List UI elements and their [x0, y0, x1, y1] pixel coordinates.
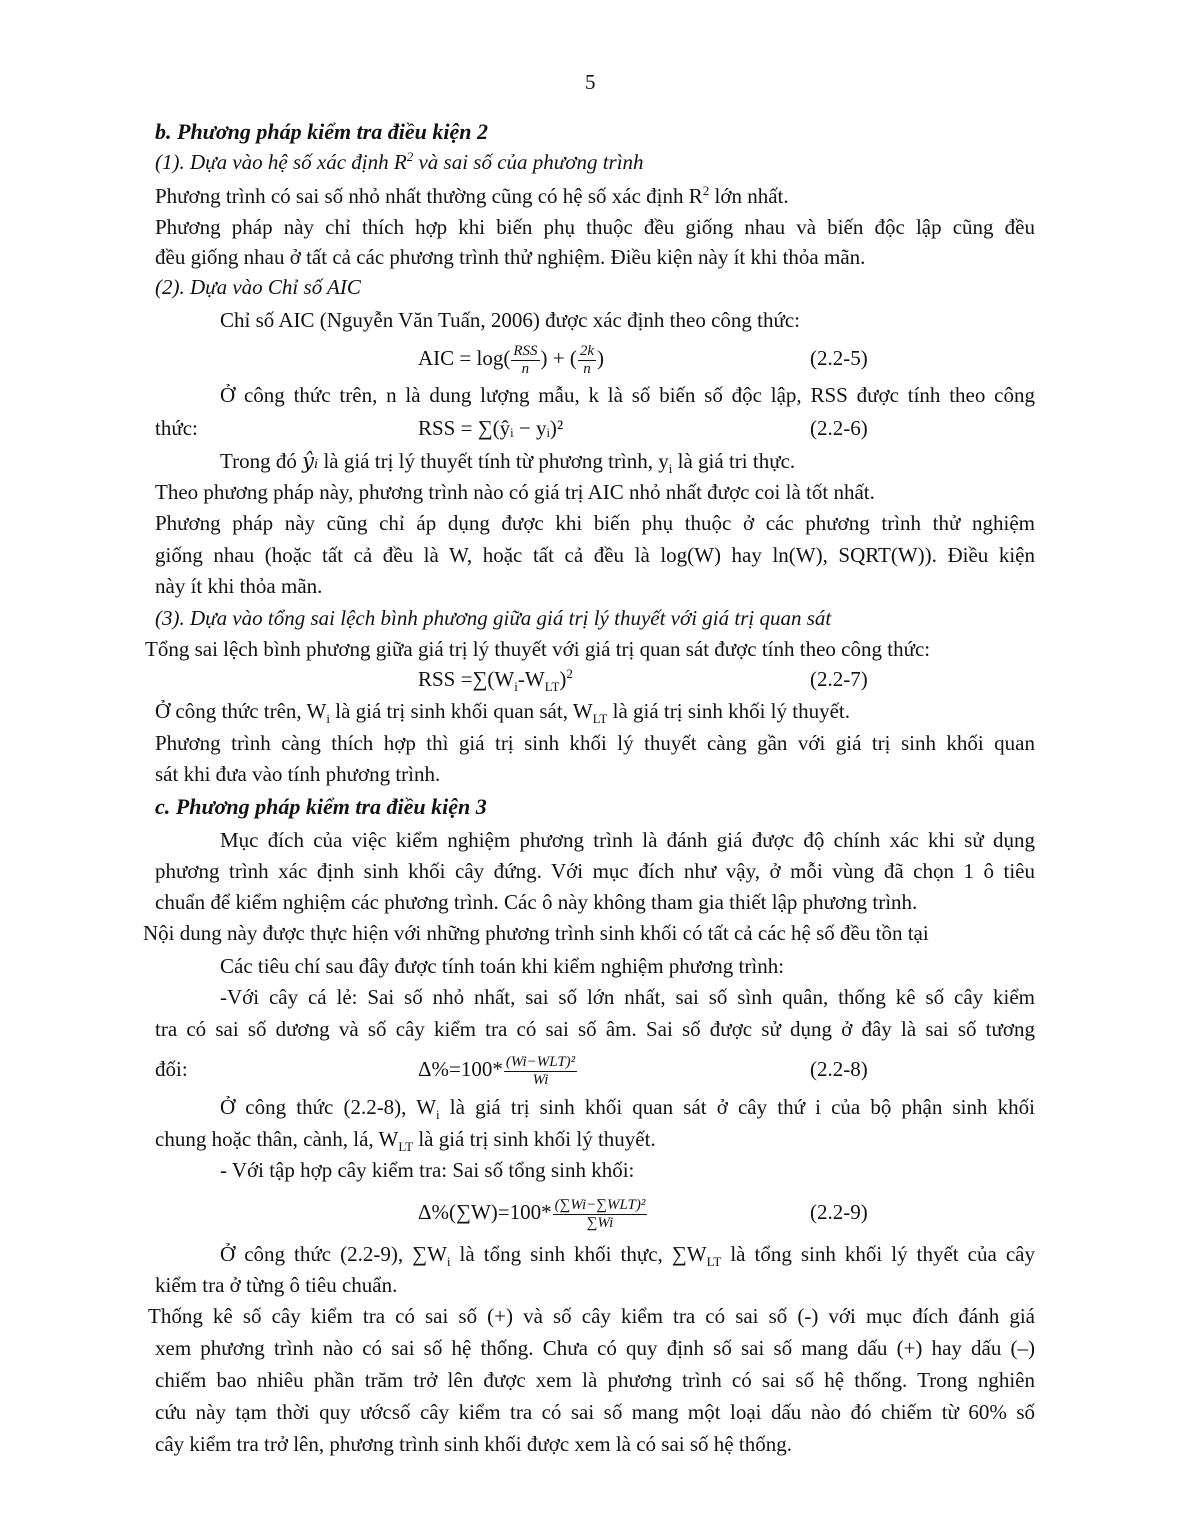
eq-text: ): [597, 346, 605, 370]
equation-number: (2.2-5): [810, 346, 868, 370]
fraction: [511, 343, 539, 378]
subscript: i: [436, 1107, 440, 1123]
subscript: LT: [706, 1254, 722, 1270]
section-c-heading: c. Phương pháp kiểm tra điều kiện 3: [155, 794, 487, 819]
paragraph: [220, 447, 795, 475]
text-span: Ở công thức (2.2-8), W: [220, 1095, 437, 1119]
equation-2-2-5: [418, 338, 604, 378]
eq-text: ): [559, 667, 567, 691]
paragraph-line: Phương pháp này chỉ thích hợp khi biến phụ thuộc đều giống nhau và biến độc lập cũng đều: [155, 215, 1035, 239]
numerator: (Wi−WLT)²: [505, 1053, 576, 1070]
paragraph-line: này ít khi thỏa mãn.: [155, 574, 323, 598]
eq-text: ) + (: [540, 346, 577, 370]
text-span: Ở công thức trên, W: [155, 699, 327, 723]
text-span: là tổng sinh khối thực, ∑W: [450, 1242, 707, 1266]
superscript: 2: [406, 149, 414, 164]
subscript: i: [514, 679, 518, 695]
text-span: là giá trị sinh khối quan sát, W: [330, 699, 593, 723]
paragraph-line: Ở công thức trên, n là dung lượng mẫu, k là số biến số độc lập, RSS được tính theo công: [220, 383, 1035, 407]
section-b-heading: b. Phương pháp kiểm tra điều kiện 2: [155, 119, 489, 144]
paragraph-line: cứu này tạm thời quy ướcsố cây kiểm tra có sai số mang một loại dấu nào đó chiếm từ 60% số: [155, 1400, 1035, 1424]
paragraph-line: phương trình xác định sinh khối cây đứng. Với mục đích như vậy, ở mỗi vùng đã chọn 1 ô tiêu: [155, 859, 1035, 883]
paragraph: Theo phương pháp này, phương trình nào có giá trị AIC nhỏ nhất được coi là tốt nhất.: [155, 480, 875, 504]
paragraph: - Với tập hợp cây kiểm tra: Sai số tổng sinh khối:: [220, 1158, 635, 1182]
equation-2-2-6: RSS = ∑(ŷᵢ − yᵢ)²: [418, 416, 564, 440]
text-span: là giá trị sinh khối quan sát ở cây thứ i của bộ phận sinh khối: [439, 1095, 1035, 1119]
paragraph-line: kiểm tra ở từng ô tiêu chuẩn.: [155, 1273, 398, 1297]
equation-number: (2.2-9): [810, 1200, 868, 1224]
paragraph: Các tiêu chí sau đây được tính toán khi kiểm nghiệm phương trình:: [220, 954, 785, 978]
text-span: là giá trị sinh khối lý thuyết.: [607, 699, 850, 723]
eq-text: RSS =∑(W: [418, 667, 515, 691]
text-span: là tổng sinh khối lý thyết của cây: [721, 1242, 1035, 1266]
text-span: Phương trình có sai số nhỏ nhất thường cũng có hệ số xác định R: [155, 184, 703, 208]
paragraph-line: sát khi đưa vào tính phương trình.: [155, 762, 441, 786]
paragraph-line: đều giống nhau ở tất cả các phương trình thử nghiệm. Điều kiện này ít khi thỏa mãn.: [155, 245, 866, 269]
equation-2-2-8: [418, 1045, 578, 1093]
paragraph-line: [155, 1125, 656, 1153]
text-span: (1). Dựa vào hệ số xác định R: [155, 150, 407, 174]
paragraph-line: giống nhau (hoặc tất cả đều là W, hoặc tất cả đều là log(W) hay ln(W), SQRT(W)). Điều kiện: [155, 543, 1035, 567]
subscript: LT: [398, 1139, 414, 1155]
math-symbol: ŷᵢ: [302, 449, 319, 473]
numerator: RSS: [513, 342, 538, 359]
subscript: i: [446, 1254, 451, 1270]
paragraph: Tổng sai lệch bình phương giữa giá trị lý thuyết với giá trị quan sát được tính theo công thức:: [145, 637, 931, 661]
paragraph-line: tra có sai số dương và số cây kiểm tra có sai số âm. Sai số được sử dụng ở đây là sai số tương: [155, 1017, 1035, 1041]
subscript: i: [326, 711, 330, 727]
method-2-heading: (2). Dựa vào Chỉ số AIC: [155, 275, 361, 299]
paragraph: [155, 182, 789, 210]
fraction: [553, 1197, 648, 1232]
paragraph-line: cây kiểm tra trở lên, phương trình sinh khối được xem là có sai số hệ thống.: [155, 1432, 792, 1456]
equation-number: (2.2-7): [810, 667, 868, 691]
equation-number: (2.2-6): [810, 416, 868, 440]
fraction: [504, 1054, 577, 1089]
text-span: Trong đó: [220, 449, 303, 473]
text-span: là giá tri thực.: [672, 449, 796, 473]
fraction: [578, 343, 596, 378]
eq-text: Δ%(∑W)=100*: [418, 1200, 552, 1224]
paragraph-line: đối:: [155, 1057, 188, 1081]
subscript: i: [668, 461, 673, 477]
eq-text: -W: [517, 667, 545, 691]
text-span: là giá trị sinh khối lý thuyết.: [413, 1127, 656, 1151]
paragraph: Chỉ số AIC (Nguyễn Văn Tuấn, 2006) được xác định theo công thức:: [220, 308, 801, 332]
paragraph-line: xem phương trình nào có sai số hệ thống. Chưa có quy định số sai số mang dấu (+) hay dấu (–): [155, 1336, 1035, 1360]
eq-text: Δ%=100*: [418, 1057, 503, 1081]
paragraph-line: Phương trình càng thích hợp thì giá trị sinh khối lý thuyết càng gần với giá trị sinh khối quan: [155, 731, 1035, 755]
eq-text: AIC = log(: [418, 346, 511, 370]
paragraph-line: Phương pháp này cũng chỉ áp dụng được khi biến phụ thuộc ở các phương trình thử nghiệm: [155, 511, 1035, 535]
paragraph-line: [220, 1093, 1035, 1121]
paragraph-line: chiếm bao nhiêu phần trăm trở lên được xem là phương trình có sai số hệ thống. Trong nghiên: [155, 1368, 1035, 1392]
text-span: Ở công thức (2.2-9), ∑W: [220, 1242, 447, 1266]
numerator: (∑Wi−∑WLT)²: [554, 1196, 646, 1213]
paragraph-line: Mục đích của việc kiểm nghiệm phương trình là đánh giá được độ chính xác khi sử dụng: [220, 828, 1035, 852]
paragraph-line: chuẩn để kiểm nghiệm các phương trình. Các ô này không tham gia thiết lập phương trình.: [155, 890, 918, 914]
equation-2-2-7: [418, 665, 573, 693]
method-3-heading: (3). Dựa vào tổng sai lệch bình phương giữa giá trị lý thuyết với giá trị quan sát: [155, 606, 832, 630]
method-1-heading: [155, 148, 644, 176]
denominator: n: [521, 360, 530, 377]
denominator: ∑Wi: [586, 1214, 614, 1231]
text-span: và sai số của phương trình: [413, 150, 644, 174]
subscript: LT: [544, 679, 560, 695]
denominator: n: [583, 360, 591, 377]
equation-2-2-9: [418, 1188, 648, 1236]
text-span: chung hoặc thân, cành, lá, W: [155, 1127, 399, 1151]
paragraph: Nội dung này được thực hiện với những phương trình sinh khối có tất cả các hệ số đều tồn tại: [143, 921, 929, 945]
superscript: 2: [566, 666, 573, 681]
subscript: LT: [592, 711, 608, 727]
paragraph-line: thức:: [155, 416, 198, 440]
superscript: 2: [702, 183, 710, 198]
equation-number: (2.2-8): [810, 1057, 868, 1081]
denominator: Wi: [532, 1071, 549, 1088]
text-span: là giá trị lý thuyết tính từ phương trình, y: [318, 449, 669, 473]
paragraph: [155, 697, 850, 725]
text-span: lớn nhất.: [709, 184, 789, 208]
paragraph-line: [220, 1240, 1035, 1268]
paragraph-line: -Với cây cá lẻ: Sai số nhỏ nhất, sai số lớn nhất, sai số sình quân, thống kê số cây kiểm: [220, 985, 1035, 1009]
page-number: 5: [585, 70, 596, 94]
numerator: 2k: [579, 342, 595, 359]
paragraph-line: Thống kê số cây kiểm tra có sai số (+) và số cây kiểm tra có sai số (-) với mục đích đánh giá: [148, 1304, 1035, 1328]
